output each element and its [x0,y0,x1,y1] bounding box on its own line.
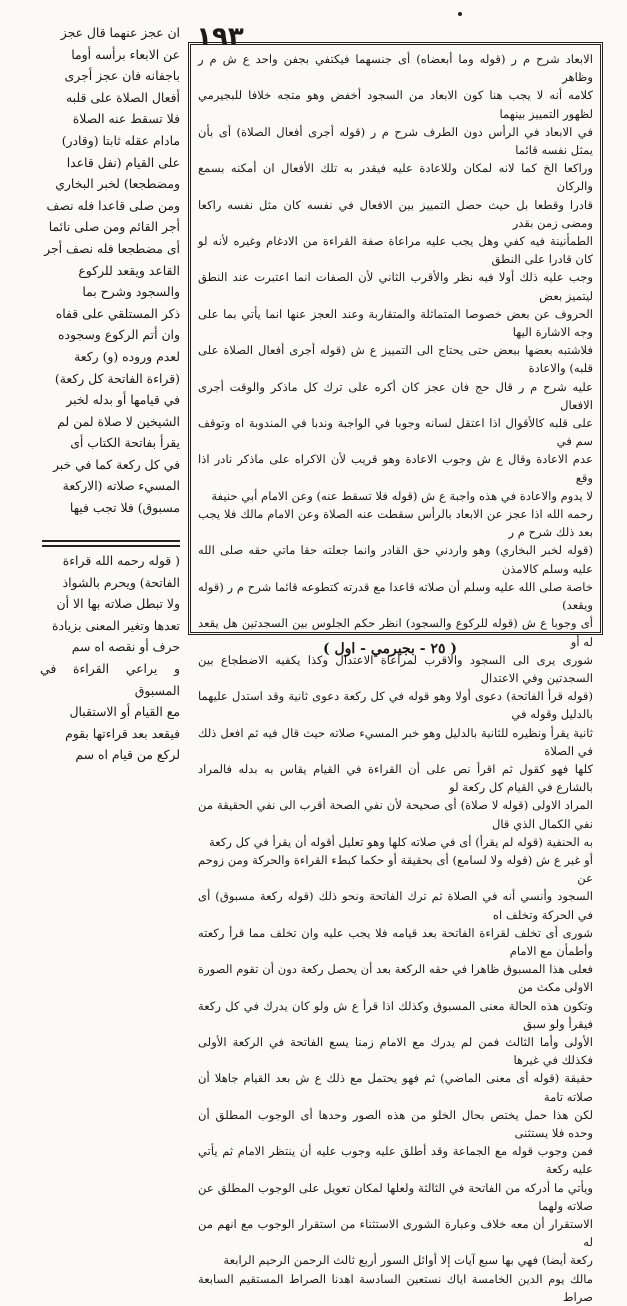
commentary-line: فمن وجوب قوله مع الجماعة وقد أطلق عليه وجوب عليه أن ينتظر الامام ثم يأتي عليه ركعة [198,1144,593,1177]
marginal-line: (قراءة الفاتحة كل ركعة) [54,370,180,386]
marginal-line: أجر القائم ومن صلى نائما [48,219,180,235]
commentary-line: الأولى وأما الثالث فمن لم يدرك مع الامام زمنا يسع الفاتحة في الركعة الأولى فكذلك في غيرها [198,1034,593,1068]
commentary-line: خاصة صلى الله عليه وسلم أن صلاته قاعدا مع قدرته كتطوعه قائما شرح م ر (قوله ويقعد) [198,579,593,613]
page-mark-dot [458,12,462,16]
marginal-notes-column [40,550,180,763]
marginal-note-line: مع القيام أو الاستقبال [69,704,180,720]
marginal-note-line: الفاتحة) ويحرم بالشواذ [62,574,180,590]
marginal-line: يقرأ بفاتحة الكتاب أى [70,435,180,451]
commentary-line: أى وجوبا ع ش (قوله للركوع والسجود) انظر حكم الجلوس بين السجدتين هل يقعد له أو [198,616,593,649]
commentary-line: به الحنفية (قوله لم يقرأ) أى في صلاته كلها وهو تعليل أقوله أن يقرأ في كل ركعة [209,834,593,849]
marginal-line: المسيء صلاته (الاركعة [62,478,180,494]
commentary-line: عدم الاعادة وقال ع ش وجوب الاعادة وهو قريب لأن الاكراه على ماذكر نادر اذا وقع [198,452,593,485]
marginal-line: في قيامها أو بدله لخبر [66,392,180,408]
commentary-line: في الابعاد في الرأس دون الطرف شرح م ر (قوله أجرى أفعال الصلاة) أى بأن يمثل نفسه قائما [198,124,593,158]
commentary-line: رحمه الله اذا عجز عن الابعاد بالرأس سقطت عنه الصلاة وعن الامام مالك فلا يجب بعد ذلك شرح م ر [198,507,593,540]
marginal-note-line: ( قوله رحمه الله قراءة [62,553,180,568]
commentary-line: الطمأنينة فيه كفي وهل يجب عليه مراعاة صفة القراءة من الادغام وغيره لأنه لو كان قادرا على النطق [198,234,593,267]
marginal-line: مادام عقله ثابتا (وقادر) [61,132,180,148]
commentary-line: وجب عليه ذلك أولا فيه نظر والأقرب الثاني لأن الصفات انما اعتبرت عند النطق ليتميز بعض [198,270,593,303]
commentary-line: الابعاد شرح م ر (قوله وما أبعضاه) أى جنسهما فيكتفي بجفن واحد ع ش م ر وظاهر [198,52,593,85]
commentary-line: ركعة أيضا) فهي بها سبع آيات إلا أوائل السور أربع ثالث الرحمن الرحيم الرابعة [223,1253,593,1268]
commentary-line: قادرا وقطعا بل حيث حصل التمييز بين الافعال في نفسه كان مثل نفسه راكعا ومضى زمن بقدر [198,197,593,230]
marginal-line: ومضطجعا) لخبر البخاري [55,176,180,192]
commentary-line: حقيقة (قوله أى معنى الماضي) ثم فهو يحتمل مع ذلك ع ش بعد القيام جاهلا أن صلاته تامة [198,1071,593,1104]
side-divider [42,545,180,547]
marginal-note-line: و يراعي القراءة في المسبوق [40,660,180,698]
marginal-note-line: تعدها وتغير المعنى بزيادة [52,617,180,633]
commentary-line: ويأتي ما أدركه من الفاتحة في الثالثة ولعلها لمكان تعويل على الوجوب المطلق عن صلاته ولهما [198,1180,593,1213]
marginal-line: فلا تسقط عنه الصلاة [72,111,180,127]
commentary-line: فعلى هذا المسبوق ظاهرا في حقه الركعة بعد أن يحصل ركعة دون أن تقوم الصورة الاولى مكث من [198,962,593,995]
commentary-line: لا يدوم والاعادة في هذه واجبة ع ش (قوله فلا تسقط عنه) وعن الامام أبي حنيفة [211,488,593,503]
commentary-line: لكن هذا حمل يختص بحال الخلو من هذه الصور وحدها أى الوجوب المطلق أن وحده فلا يستثنى [198,1107,593,1140]
signature-footer: ( ٢٥ - بجيرمي - اول ) [322,641,458,657]
commentary-line: (قوله قرأ الفاتحة) دعوى أولا وهو قوله في كل ركعة دعوى ثانية وقد استدل عليهما بالدليل وقوله في [198,689,593,722]
commentary-line: الحروف عن بعض خصوصا المتماثلة والمتقاربة وعند العجز عنها انما يأتي بما على وجه الاشارة اليها [198,306,593,340]
commentary-line: وتكون هذه الحالة معنى المسبوق وكذلك اذا قرأ ع ش ولو كان يدرك في كل ركعة فيقرأ ولو سبق [198,998,593,1031]
marginal-line: عن الابعاء برأسه أوما [71,46,180,62]
commentary-line: أو غير ع ش (قوله ولا لسامع) أى بحقيقة أو حكما كبطء القراءة والحركة ومن زوحم عن [198,852,593,886]
marginal-note-line: ولا تبطل صلاته بها الا أن [56,596,180,612]
marginal-line: أفعال الصلاة على قلبه [65,89,180,105]
marginal-line: ومن صلى قاعدا فله نصف [46,197,180,213]
commentary-line: عليه شرح م ر قال حج فان عجز كان أكره على ترك كل ماذكر والوقت أجرى الافعال [198,379,593,412]
marginal-line: ان عجز عنهما قال عجز [60,25,180,40]
commentary-line: فلاشتبه بعضها ببعض حتى يحتاج الى التمييز ع ش (قوله أجرى أفعال الصلاة على قلبه) والاعادة [198,343,593,376]
marginal-line: والسجود وشرح بما [82,284,180,300]
side-divider [42,540,180,542]
commentary-line: وراكعا الخ كما لانه لمكان وللاعادة عليه فيقدر به تلك الأفعال ان أمكنه بسمع والركان [198,161,593,194]
marginal-line: القاعد ويقعد للركوع [78,262,180,278]
marginal-line: أى مضطجعا فله نصف أجر [44,240,180,256]
commentary-line: شورى أى تخلف لقراءة الفاتحة بعد قيامه فلا يجب عليه وان تخلف مما قرأ ركعته وأطمأن مع الامام [198,925,593,958]
marginal-line: وان أتم الركوع وسجوده [57,327,180,343]
commentary-line: المراد الاولى (قوله لا صلاة) أى صحيحة لأن نفي الصحة أقرب الى نفي الحقيقة من نفي الكمال الذي قال [198,798,593,831]
marginal-line: الشيخين لا صلاة لمن لم [57,413,180,429]
marginal-note-line: لركع من قيام اه سم [75,747,180,763]
marginal-line: ذكر المستلقي على قفاه [55,305,180,321]
commentary-line: مالك يوم الدين الخامسة اياك نستعين السادسة اهدنا الصراط المستقيم السابعة صراط [198,1271,593,1304]
marginal-line: باجفانه فان عجز أجرى [64,68,180,84]
commentary-line: شورى يرى الى السجود والاقرب لمراعاة الاعتدال وكذا يكفيه الاضطجاع بين السجدتين وفي الاعتدال [198,652,593,685]
commentary-line: كلامه أنه لا يجب هنا كون الابعاد من السجود أخفض وهو متجه خلافا للبجيرمي لظهور التمييز بينهما [198,88,593,121]
marginal-line: في كل ركعة كما في خبر [52,456,180,472]
commentary-line: السجود وأنسي أنه في الصلاة ثم ترك الفاتحة ونحو ذلك (قوله ركعة مسبوق) أى في الحركة وتخلف اه [198,889,593,922]
commentary-line: ثانية يقرأ ونظيره للثانية بالدليل وهو خبر المسيء صلاته حيث قال فيه ثم افعل ذلك في الصلاة [198,725,593,758]
marginal-line: على القيام (نفل قاعدا [66,154,180,170]
commentary-line: على قلبه كالأقوال اذا اعتقل لسانه وجوبا في الواجبة وندبا في المندوبة اه وتوقف سم في [198,416,593,449]
commentary-line: الاستقرار أن معه خلاف وعبارة الشورى الاستثناء من استقرار الوجوب مع انهم من له [198,1217,593,1250]
marginal-line: لعدم وروده (و) ركعة [74,348,180,364]
marginal-line: مسبوق) فلا تجب فيها [69,500,180,516]
marginal-note-line: حرف أو نقصه اه سم [71,639,180,655]
marginal-note-line: فيقعد بعد قراءتها بقوم [65,725,180,741]
commentary-line: (قوله لخبر البخاري) وهو واردني حق القادر وانما جعلته حقا ماتي حقه صلى الله عليه وسلم كالامذن [198,543,593,576]
page-number: ١٩٣ [196,22,244,52]
commentary-line: كلها فهو كقول ثم اقرأ نص على أن القراءة في القيام يقاس به بدله فالمراد بالشارع في القيام كل ركعة لو [198,761,593,795]
